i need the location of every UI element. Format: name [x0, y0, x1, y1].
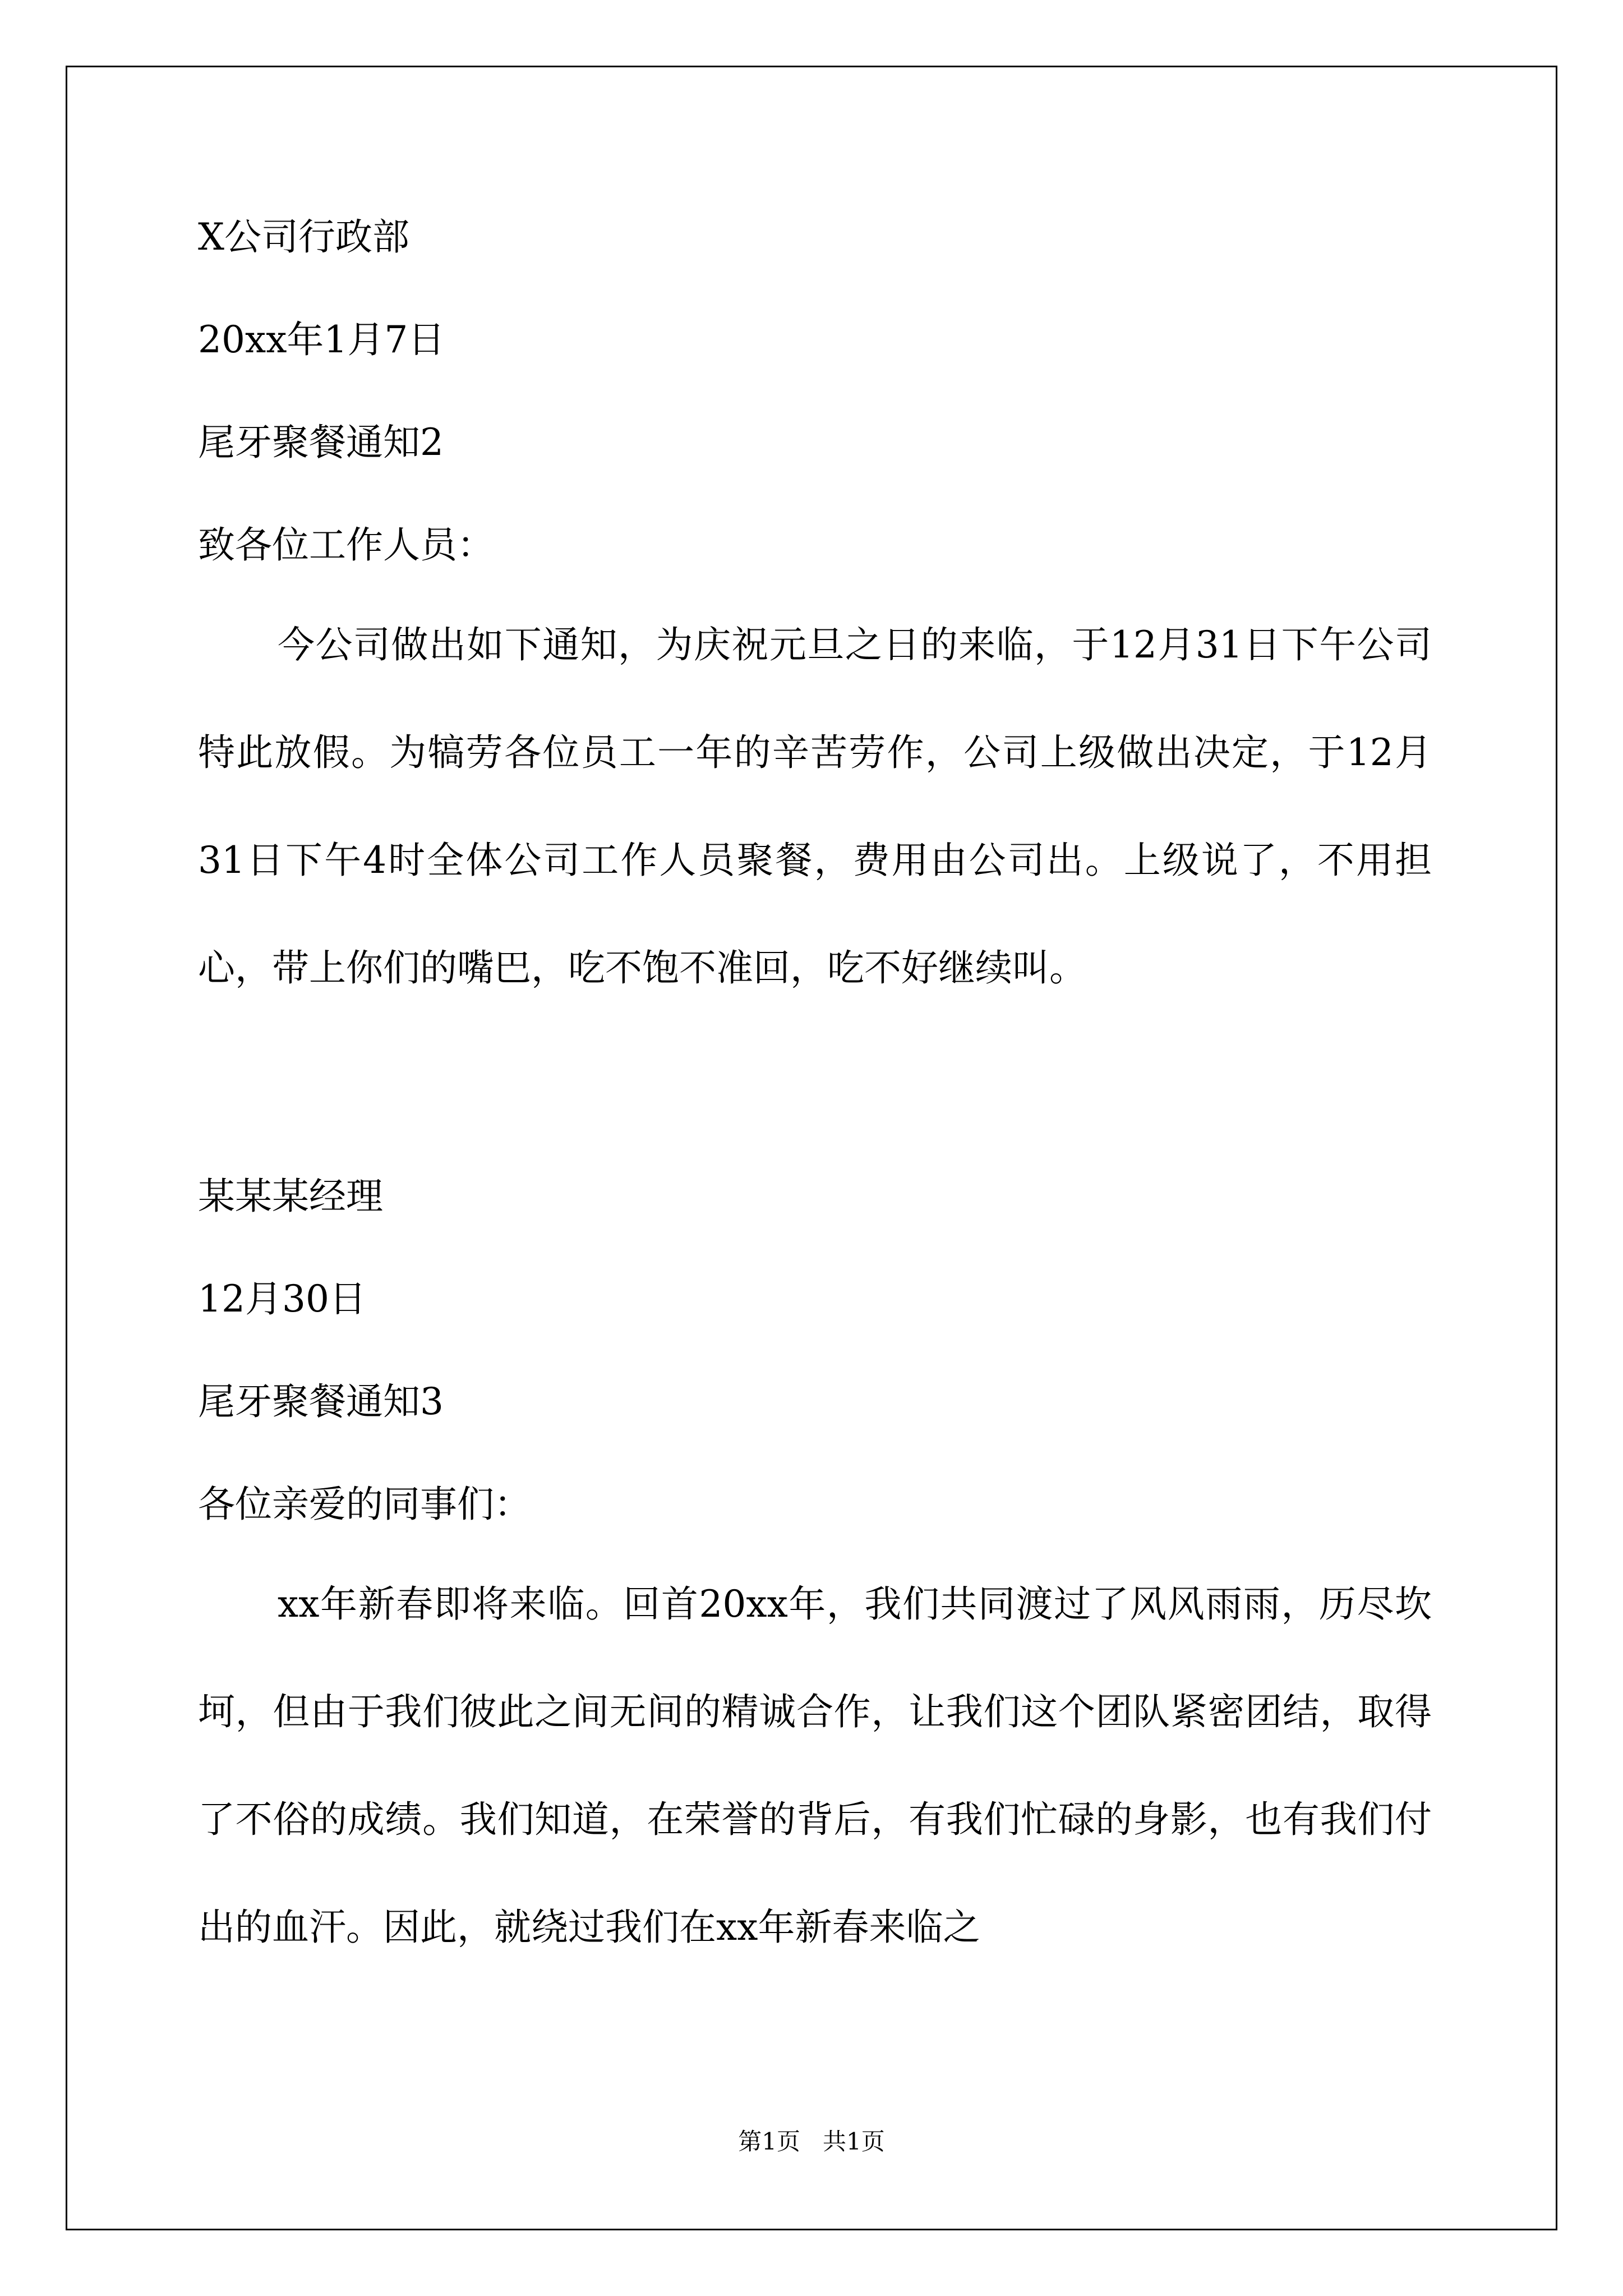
issuer-line: X公司行政部 [198, 215, 409, 259]
notice-title-2: 尾牙聚餐通知2 [198, 421, 444, 464]
notice-paragraph-2: 今公司做出如下通知，为庆祝元旦之日的来临，于12月31日下午公司特此放假。为犒劳各位员工一年的辛苦劳作，公司上级做出决定，于12月31日下午4时全体公司工作人员聚餐，费用由公司出。上级说了，不用担心，带上你们的嘴巴，吃不饱不准回，吃不好继续叫。 [198, 623, 1432, 990]
salutation-2: 致各位工作人员： [198, 523, 494, 567]
notice-paragraph-3: xx年新春即将来临。回首20xx年，我们共同渡过了风风雨雨，历尽坎坷，但由于我们彼此之间无间的精诚合作，让我们这个团队紧密团结，取得了不俗的成绩。我们知道，在荣誉的背后，有我们忙碌的身影，也有我们付出的血汗。因此，就绕过我们在xx年新春来临之 [198, 1582, 1432, 1949]
page-footer: 第1页 共1页 [738, 2128, 885, 2155]
signature-line: 某某某经理 [198, 1175, 383, 1218]
date-line: 20xx年1月7日 [198, 318, 445, 361]
sign-date-line: 12月30日 [198, 1277, 366, 1320]
salutation-3: 各位亲爱的同事们： [198, 1483, 531, 1526]
notice-title-3: 尾牙聚餐通知3 [198, 1380, 444, 1423]
